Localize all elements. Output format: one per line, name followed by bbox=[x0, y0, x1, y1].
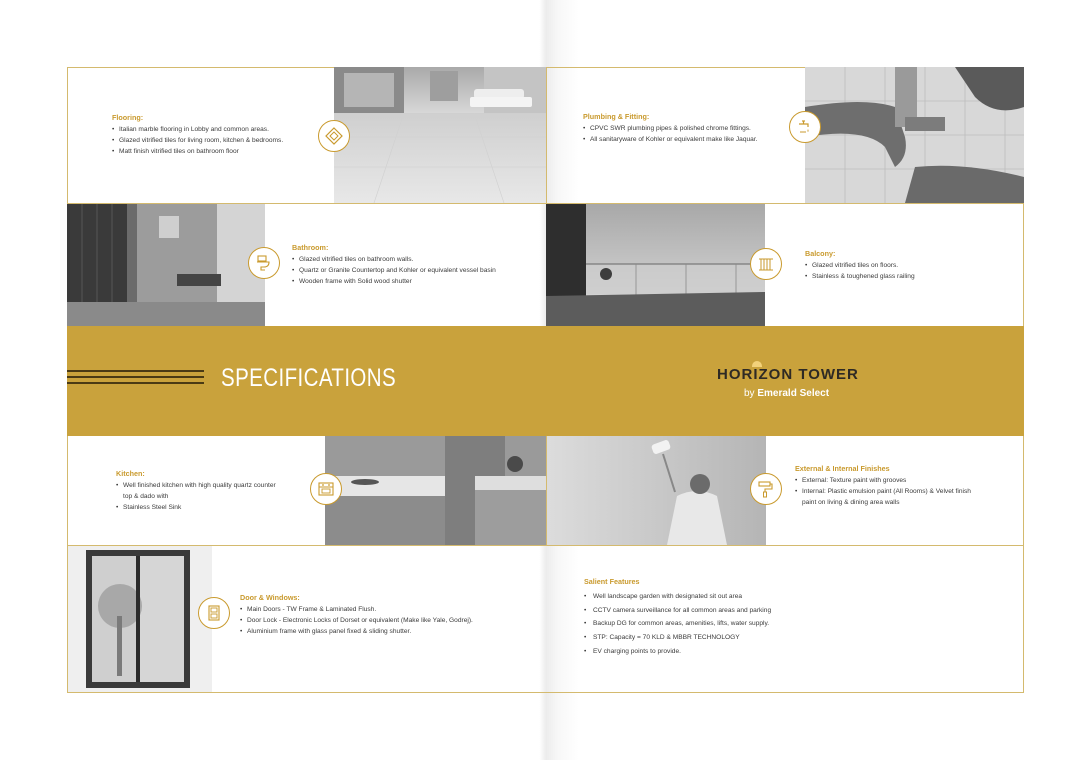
balcony-item: • Glazed vitrified tiles on floors. bbox=[805, 260, 1005, 271]
bathroom-photo bbox=[67, 204, 265, 326]
toilet-icon bbox=[248, 247, 280, 279]
bathroom-item: • Glazed vitrified tiles on bathroom walls. bbox=[292, 254, 532, 265]
balcony-title: Balcony: bbox=[805, 249, 836, 258]
window-photo bbox=[68, 546, 212, 692]
finishes-text bbox=[795, 463, 975, 508]
doors-title: Door & Windows: bbox=[240, 593, 300, 602]
band-stripe bbox=[67, 370, 204, 372]
logo-byline bbox=[744, 388, 829, 399]
flooring-text bbox=[112, 112, 327, 157]
kitchen-item: • Stainless Steel Sink bbox=[116, 502, 316, 513]
flooring-item: • Matt finish vitrified tiles on bathroom floor bbox=[112, 146, 327, 157]
bathroom-text bbox=[292, 242, 532, 287]
plumbing-photo bbox=[805, 67, 1024, 203]
paint-roller-icon bbox=[750, 473, 782, 505]
salient-item: • CCTV camera surveillance for all common areas and parking bbox=[584, 604, 844, 618]
finishes-item: • External: Texture paint with grooves bbox=[795, 475, 975, 486]
railing-icon bbox=[750, 248, 782, 280]
door-icon bbox=[198, 597, 230, 629]
plumbing-title: Plumbing & Fitting: bbox=[583, 112, 650, 121]
flooring-item: • Italian marble flooring in Lobby and common areas. bbox=[112, 124, 327, 135]
doors-text bbox=[240, 592, 540, 637]
kitchen-item: • Well finished kitchen with high quality quartz counter top & dado with bbox=[116, 480, 283, 502]
tile-icon bbox=[318, 120, 350, 152]
doors-item: • Main Doors - TW Frame & Laminated Flush. bbox=[240, 604, 540, 615]
stove-icon bbox=[310, 473, 342, 505]
flooring-item: • Glazed vitrified tiles for living room, kitchen & bedrooms. bbox=[112, 135, 327, 146]
balcony-item: • Stainless & toughened glass railing bbox=[805, 271, 1005, 282]
salient-title: Salient Features bbox=[584, 577, 640, 586]
finishes-item: • Internal: Plastic emulsion paint (All Rooms) & Velvet finish paint on living & dining area walls bbox=[795, 486, 975, 508]
salient-item: • EV charging points to provide. bbox=[584, 645, 844, 659]
salient-item: • STP: Capacity = 70 KLD & MBBR TECHNOLOGY bbox=[584, 631, 844, 645]
kitchen-photo bbox=[325, 436, 546, 545]
faucet-icon bbox=[789, 111, 821, 143]
doors-item: • Door Lock - Electronic Locks of Dorset or equivalent (Make like Yale, Godrej). bbox=[240, 615, 540, 626]
bathroom-item: • Quartz or Granite Countertop and Kohler or equivalent vessel basin bbox=[292, 265, 532, 276]
balcony-photo bbox=[546, 204, 765, 326]
logo-brand: Emerald Select bbox=[757, 388, 830, 399]
bathroom-item: • Wooden frame with Solid wood shutter bbox=[292, 276, 532, 287]
page-title: SPECIFICATIONS bbox=[221, 364, 397, 392]
logo-by: by bbox=[744, 388, 755, 399]
band-stripe bbox=[67, 376, 204, 378]
horizon-tower-logo: HORIZON TOWER bbox=[717, 366, 859, 383]
kitchen-title: Kitchen: bbox=[116, 469, 145, 478]
salient-item: • Well landscape garden with designated sit out area bbox=[584, 590, 844, 604]
band-stripe bbox=[67, 382, 204, 384]
plumbing-item: • CPVC SWR plumbing pipes & polished chrome fittings. bbox=[583, 123, 798, 134]
salient-text bbox=[584, 575, 844, 659]
flooring-title: Flooring: bbox=[112, 113, 144, 122]
doors-item: • Aluminium frame with glass panel fixed & sliding shutter. bbox=[240, 626, 540, 637]
salient-item: • Backup DG for common areas, amenities, lifts, water supply. bbox=[584, 617, 844, 631]
flooring-photo bbox=[334, 67, 546, 203]
painting-photo bbox=[547, 436, 766, 545]
specifications-band bbox=[67, 326, 1024, 436]
kitchen-text bbox=[116, 468, 316, 513]
plumbing-text bbox=[583, 111, 798, 145]
bathroom-title: Bathroom: bbox=[292, 243, 329, 252]
plumbing-item: • All sanitaryware of Kohler or equivalent make like Jaquar. bbox=[583, 134, 798, 145]
balcony-text bbox=[805, 248, 1005, 282]
finishes-title: External & Internal Finishes bbox=[795, 464, 890, 473]
